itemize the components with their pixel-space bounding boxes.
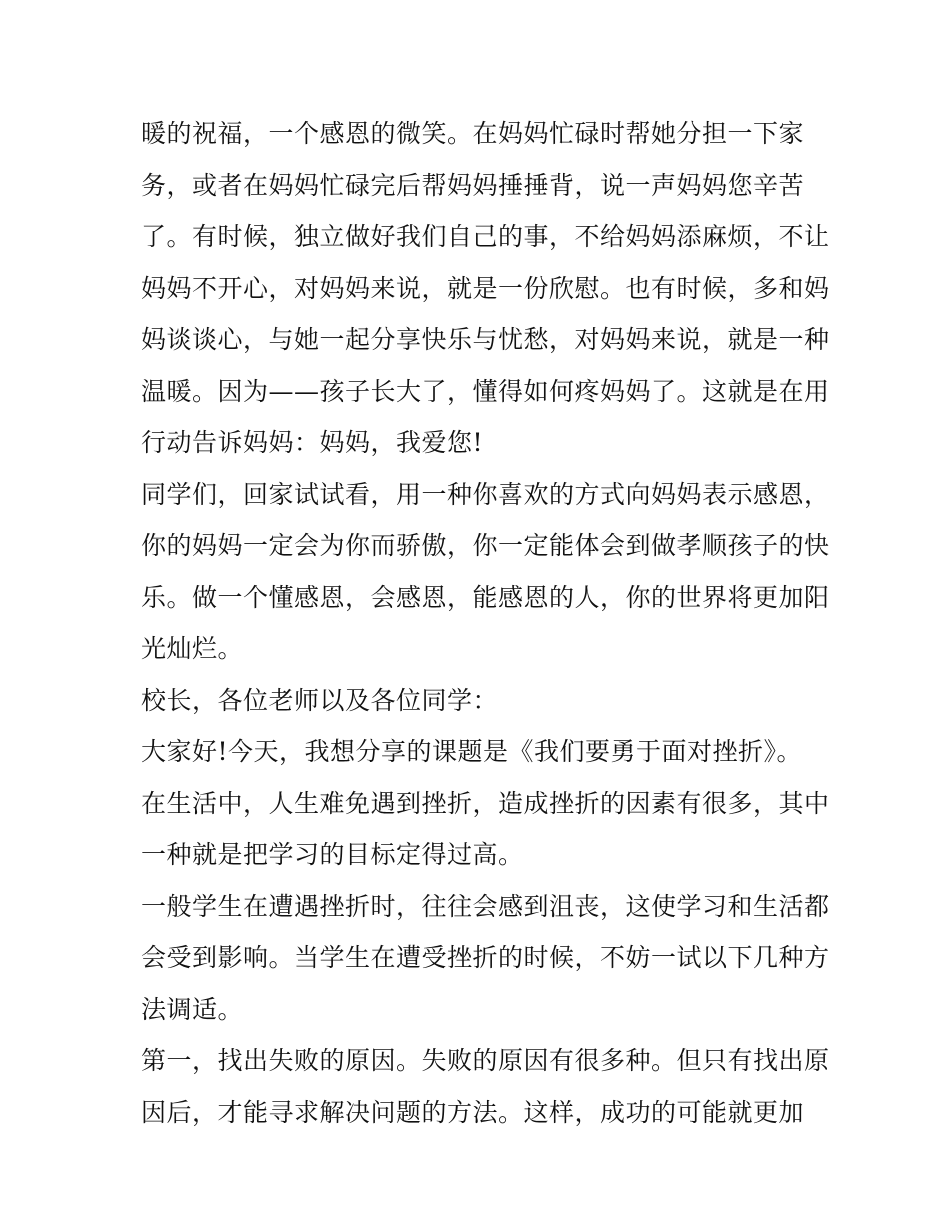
text-line: 在生活中，人生难免遇到挫折，造成挫折的因素有很多，其中	[141, 788, 830, 818]
text-line: 会受到影响。当学生在遭受挫折的时候，不妨一试以下几种方	[141, 943, 830, 972]
text-line: 一般学生在遭遇挫折时，往往会感到沮丧，这使学习和生活都	[141, 891, 830, 921]
text-line: 因后，才能寻求解决问题的方法。这样，成功的可能就更加	[141, 1097, 805, 1127]
text-line: 一种就是把学习的目标定得过高。	[141, 840, 524, 869]
text-line: 大家好!今天，我想分享的课题是《我们要勇于面对挫折》。	[141, 737, 803, 766]
text-line: 校长，各位老师以及各位同学：	[141, 685, 499, 715]
text-line: 你的妈妈一定会为你而骄傲，你一定能体会到做孝顺孩子的快	[141, 531, 830, 560]
text-line: 暖的祝福，一个感恩的微笑。在妈妈忙碌时帮她分担一下家	[141, 119, 805, 148]
text-line: 法调适。	[141, 994, 244, 1024]
text-line: 妈谈谈心，与她一起分享快乐与忧愁，对妈妈来说，就是一种	[141, 325, 830, 354]
text-line: 第一，找出失败的原因。失败的原因有很多种。但只有找出原	[141, 1046, 830, 1075]
document-body	[141, 108, 830, 1138]
text-line: 务，或者在妈妈忙碌完后帮妈妈捶捶背，说一声妈妈您辛苦	[141, 170, 805, 200]
text-line: 妈妈不开心，对妈妈来说，就是一份欣慰。也有时候，多和妈	[141, 273, 830, 303]
text-line: 同学们，回家试试看，用一种你喜欢的方式向妈妈表示感恩，	[141, 479, 830, 509]
text-line: 了。有时候，独立做好我们自己的事，不给妈妈添麻烦，不让	[141, 222, 830, 251]
text-line: 光灿烂。	[141, 634, 244, 663]
text-line: 乐。做一个懂感恩，会感恩，能感恩的人，你的世界将更加阳	[141, 582, 830, 612]
text-line: 行动告诉妈妈：妈妈，我爱您!	[141, 428, 484, 457]
text-line: 温暖。因为——孩子长大了，懂得如何疼妈妈了。这就是在用	[141, 376, 830, 406]
